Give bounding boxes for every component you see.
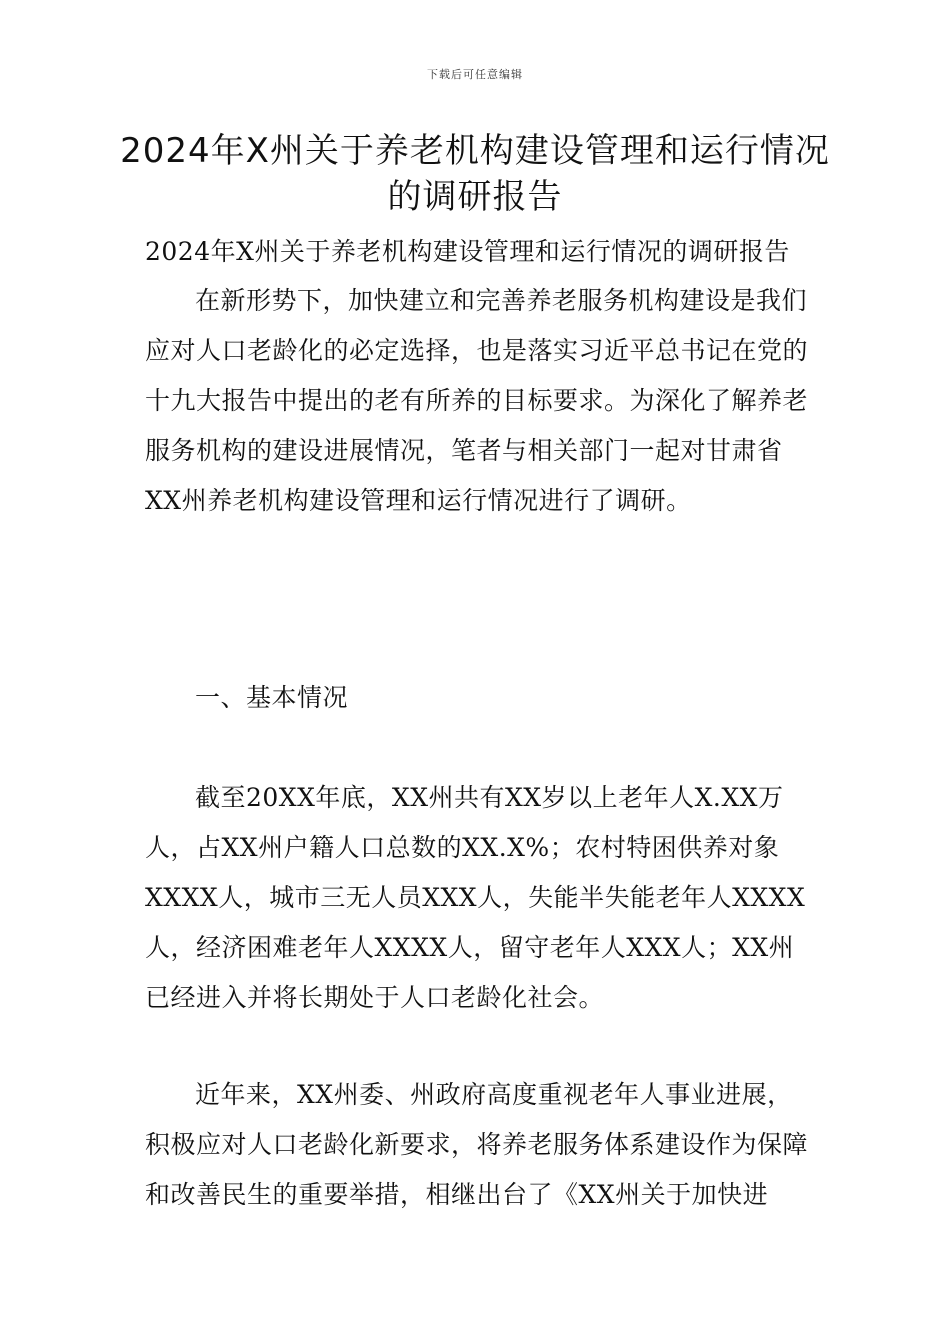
header-note: 下载后可任意编辑 bbox=[427, 68, 523, 81]
recent-years-paragraph: 近年来，XX州委、州政府高度重视老年人事业进展，积极应对人口老龄化新要求，将养老服务体系建设作为保障和改善民生的重要举措，相继出台了《XX州关于加快进 bbox=[145, 1080, 809, 1209]
intro-paragraph: 在新形势下，加快建立和完善养老服务机构建设是我们应对人口老龄化的必定选择，也是落实习近平总书记在党的十九大报告中提出的老有所养的目标要求。为深化了解养老服务机构的建设进展情况，笔者与相关部门一起对甘肃省XX州养老机构建设管理和运行情况进行了调研。 bbox=[145, 286, 809, 515]
section-heading-basic-situation: 一、基本情况 bbox=[195, 683, 349, 712]
document-subtitle: 2024年X州关于养老机构建设管理和运行情况的调研报告 bbox=[145, 237, 790, 266]
basic-situation-paragraph: 截至20XX年底，XX州共有XX岁以上老年人X.XX万人，占XX州户籍人口总数的XX.X%；农村特困供养对象XXXX人，城市三无人员XXX人，失能半失能老年人XXXX人，经济困难老年人XXXX人，留守老年人XXX人；XX州已经进入并将长期处于人口老龄化社会。 bbox=[145, 783, 806, 1012]
document-title: 2024年X州关于养老机构建设管理和运行情况的调研报告 bbox=[120, 131, 830, 217]
